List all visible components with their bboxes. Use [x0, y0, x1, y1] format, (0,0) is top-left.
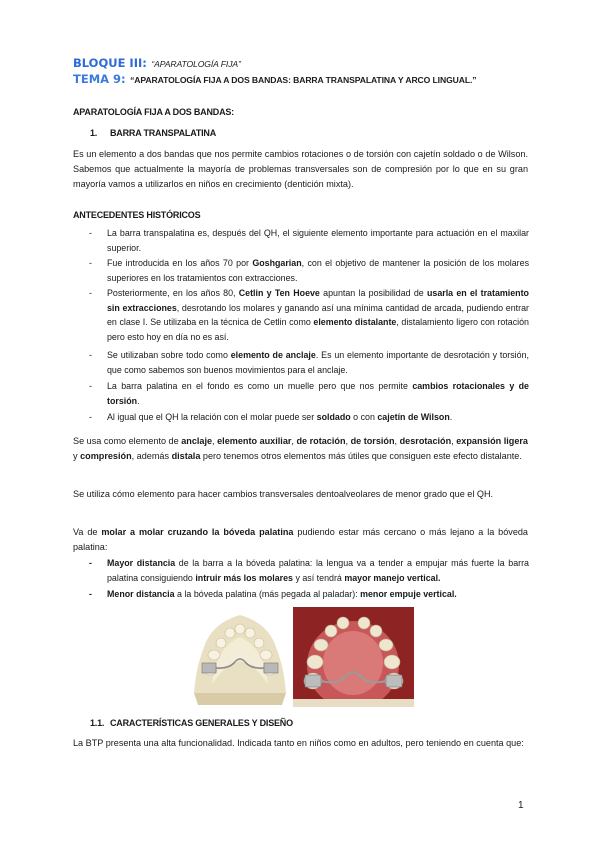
list-item: - Menor distancia a la bóveda palatina (más pegada al paladar): menor empuje vertical.: [89, 589, 457, 599]
topic-heading: [73, 70, 477, 88]
list-item: - La barra transpalatina es, después del QH, el siguiente elemento importante para actuación en el maxilar superior.: [89, 228, 529, 253]
list-item: - Mayor distancia de la barra a la bóveda palatina: la lengua va a tender a empujar más fuerte la barra palatina consiguiendo intruir más los molares y así tendrá mayor manejo vertical.: [89, 558, 529, 583]
intraoral-photo: [293, 607, 414, 707]
page-number: 1: [518, 800, 524, 811]
block-tag: BLOQUE III:: [73, 56, 147, 70]
transversal-paragraph: Se utiliza cómo elemento para hacer cambios transversales dentoalveolares de menor grado que el QH.: [73, 489, 494, 499]
topic-tag: TEMA 9:: [73, 72, 126, 86]
block-title: “APARATOLOGÍA FIJA”: [151, 59, 241, 69]
list-item: - Se utilizaban sobre todo como elemento de anclaje. Es un elemento importante de desrotación y torsión, que como sabemos son buenos movimientos para el anclaje.: [89, 350, 529, 375]
uses-paragraph: Se usa como elemento de anclaje, elemento auxiliar, de rotación, de torsión, desrotación, expansión ligera y compresión, además distala pero tenemos otros elementos más útiles que consiguen este efecto distalante.: [73, 436, 528, 461]
subsection-number: 1.1.: [90, 718, 105, 728]
list-item: - Al igual que el QH la relación con el molar puede ser soldado o con cajetín de Wilson.: [89, 412, 453, 422]
dental-model-photo: [190, 607, 290, 707]
list-item: - Fue introducida en los años 70 por Goshgarian, con el objetivo de mantener la posición de los molares superiores en los tratamientos con extracciones.: [89, 258, 530, 283]
btp-paragraph: La BTP presenta una alta funcionalidad. Indicada tanto en niños como en adultos, pero teniendo en cuenta que:: [73, 738, 524, 748]
subsection-label: BARRA TRANSPALATINA: [110, 128, 217, 138]
subsection-heading-1: [90, 128, 216, 138]
topic-title: “APARATOLOGÍA FIJA A DOS BANDAS: BARRA TRANSPALATINA Y ARCO LINGUAL.”: [130, 75, 477, 85]
subsection-label: CARACTERÍSTICAS GENERALES Y DISEÑO: [110, 718, 293, 728]
section-title: APARATOLOGÍA FIJA A DOS BANDAS:: [73, 107, 234, 117]
subsection-heading-2: [90, 718, 293, 728]
intro-paragraph: Es un elemento a dos bandas que nos permite cambios rotaciones o de torsión con cajetín soldado o de Wilson. Sabemos que actualmente la mayoría de problemas transversales son de compresión por lo que en su gran mayoría vamos a utilizarlos en niños en crecimiento (dentición mixta).: [73, 149, 528, 189]
list-item: - Posteriormente, en los años 80, Cetlin y Ten Hoeve apuntan la posibilidad de usarla en el tratamiento sin extracciones, desrotando los molares y ganando así una mínima cantidad de arcada, pudiendo entrar en clase I. Se utilizaba en la técnica de Cetlin como elemento distalante, distalamiento ligero con rotación pero esto hoy en día no es así.: [89, 288, 529, 342]
molar-paragraph: Va de molar a molar cruzando la bóveda palatina pudiendo estar más cercano o más lejano a la bóveda palatina:: [73, 527, 528, 552]
list-item: - La barra palatina en el fondo es como un muelle pero que nos permite cambios rotacionales y de torsión.: [89, 381, 529, 406]
antecedentes-title: ANTECEDENTES HISTÓRICOS: [73, 210, 201, 220]
subsection-number: 1.: [90, 128, 98, 138]
